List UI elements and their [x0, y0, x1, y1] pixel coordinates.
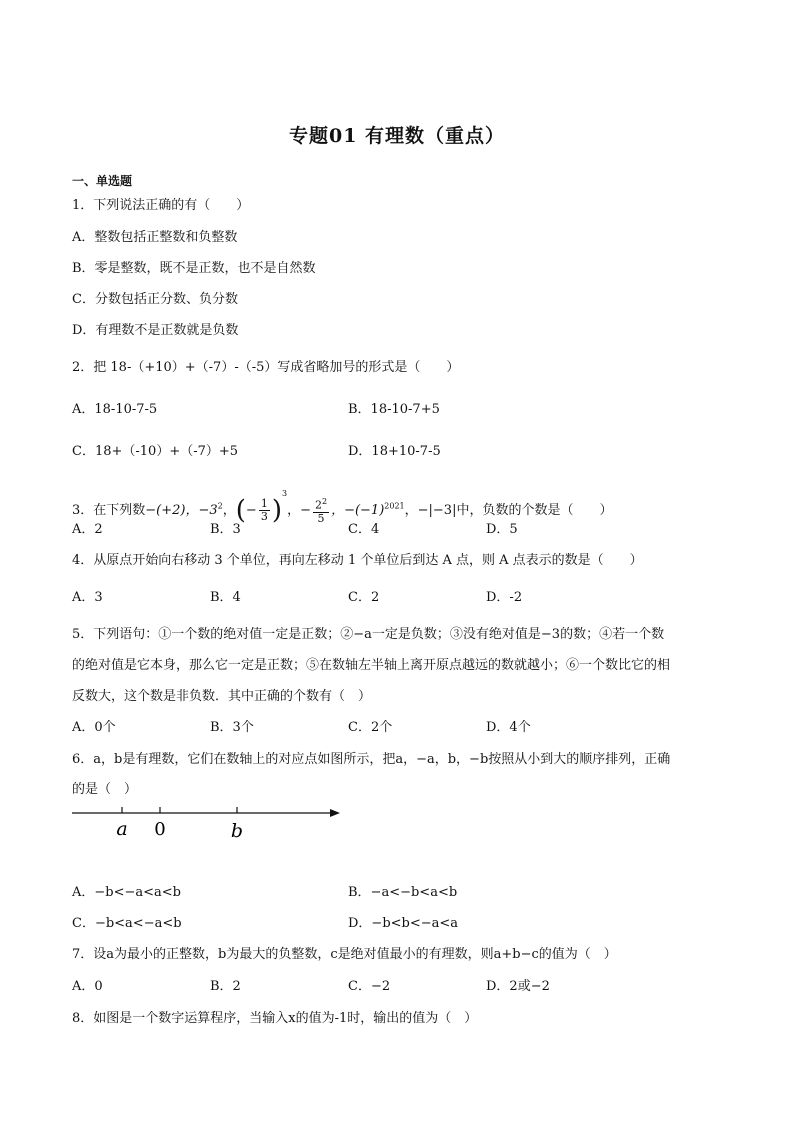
q1-stem: 1．下列说法正确的有（ ） [72, 198, 250, 213]
q2-option-a: A．18-10-7-5 [72, 402, 158, 417]
q3-option-a: A．2 [72, 522, 103, 537]
q3-option-b: B．3 [210, 522, 241, 537]
q1-option-d: D．有理数不是正数就是负数 [72, 323, 239, 338]
q3-term-4: ，−(−1) [331, 503, 385, 518]
q5-line-2: 的绝对值是它本身，那么它一定是正数；⑤在数轴左半轴上离开原点越远的数就越小；⑥一个数比它的相 [72, 658, 671, 673]
q5-option-b: B．3个 [210, 720, 254, 735]
number-line-arrow-icon [330, 809, 340, 817]
q4-option-d: D．-2 [486, 590, 523, 605]
q5-option-a: A．0个 [72, 720, 116, 735]
q4-option-b: B．4 [210, 590, 241, 605]
q1-option-a: A．整数包括正整数和负整数 [72, 230, 238, 245]
q1-option-b: B．零是整数，既不是正数，也不是自然数 [72, 261, 316, 276]
q3-term-4-exp: 2021 [384, 501, 405, 511]
q2-stem: 2．把 18-（+10）+（-7）-（-5）写成省略加号的形式是（ ） [72, 360, 460, 375]
q3-suffix: ，−|−3|中，负数的个数是（ ） [404, 503, 613, 518]
q3-option-c: C．4 [348, 522, 380, 537]
q6-line-2: 的是（ ） [72, 782, 138, 797]
q4-option-a: A．3 [72, 590, 103, 605]
q7-option-d: D．2或−2 [486, 979, 550, 994]
label-b: b [230, 820, 244, 842]
q2-option-b: B．18-10-7+5 [348, 402, 440, 417]
label-a: a [116, 818, 128, 840]
q7-option-a: A．0 [72, 979, 103, 994]
q6-option-a: A．−b<−a<a<b [72, 885, 181, 900]
q8-stem: 8．如图是一个数字运算程序，当输入x的值为-1时，输出的值为（ ） [72, 1011, 478, 1026]
q3-option-d: D．5 [486, 522, 518, 537]
q6-option-b: B．−a<−b<a<b [348, 885, 458, 900]
q3-stem: 3．在下列数−(+2)，$-3^2$，(− $\frac{1}{3}$ )$^3$，− $\frac{2^2}{5}$ ，$-(-1)^{2021}$，−|−3|中，负数的个数是（ ） [72, 489, 613, 526]
q3-fraction-1: $\frac{1}{3}$ [260, 497, 268, 523]
q7-option-c: C．−2 [348, 979, 391, 994]
q4-stem: 4．从原点开始向右移动 3 个单位，再向左移动 1 个单位后到达 A 点，则 A 点表示的数是（ ） [72, 553, 643, 568]
q3-term-2-exp: 3 [281, 489, 288, 498]
q7-stem: 7．设a为最小的正整数，b为最大的负整数，c是绝对值最小的有理数，则a+b−c的值为（ ） [72, 947, 617, 962]
q3-term-1-exp: 2 [217, 501, 223, 511]
q5-line-1: 5．下列语句：①一个数的绝对值一定是正数；②−a一定是负数；③没有绝对值是−3的数；④若一个数 [72, 627, 665, 642]
q7-option-b: B．2 [210, 979, 241, 994]
page-title: 专题01 有理数（重点） [288, 125, 506, 147]
q5-option-d: D．4个 [486, 720, 531, 735]
q1-option-c: C．分数包括正分数、负分数 [72, 292, 238, 307]
q2-option-d: D．18+10-7-5 [348, 444, 441, 459]
q2-option-c: C．18+（-10）+（-7）+5 [72, 444, 239, 459]
section-heading: 一、单选题 [72, 174, 133, 188]
q6-line-1: 6．a，b是有理数，它们在数轴上的对应点如图所示，把a，−a，b，−b按照从小到大的顺序排列，正确 [72, 752, 671, 767]
q6-option-c: C．−b<a<−a<b [72, 916, 182, 931]
label-zero: 0 [154, 819, 166, 840]
q6-option-d: D．−b<b<−a<a [348, 916, 459, 931]
q3-term-1: −(+2)，−3 [145, 503, 218, 518]
number-line-figure [68, 800, 348, 850]
q4-option-c: C．2 [348, 590, 380, 605]
q3-prefix: 3．在下列数 [72, 503, 146, 518]
q3-fraction-2: $\frac{2^2}{5}$ [314, 497, 328, 525]
q5-line-3: 反数大，这个数是非负数．其中正确的个数有（ ） [72, 689, 372, 704]
q5-option-c: C．2个 [348, 720, 393, 735]
